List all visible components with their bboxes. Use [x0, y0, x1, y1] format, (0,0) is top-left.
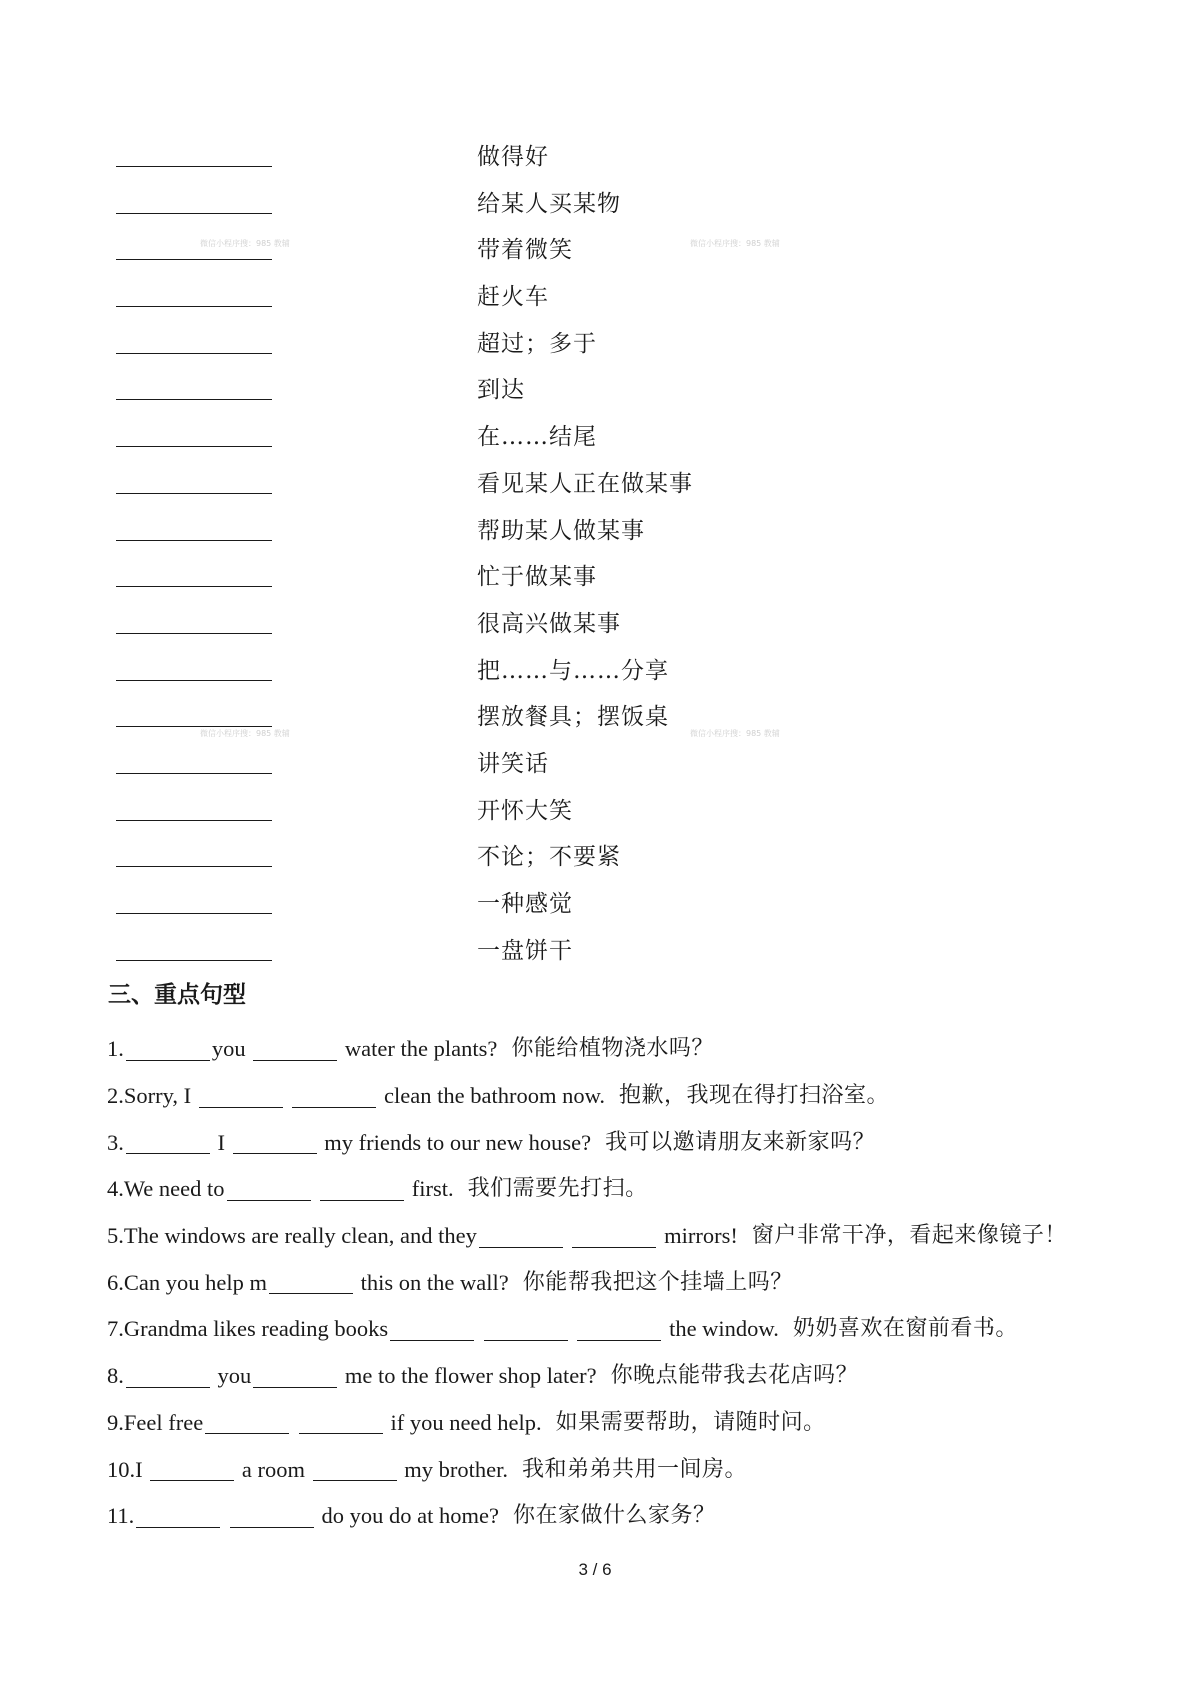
sentence-row: [107, 1400, 1147, 1447]
phrase-meaning: 在……结尾: [477, 424, 597, 451]
sentence-translation: 如果需要帮助，请随时问。: [555, 1409, 826, 1435]
sentence-text: [291, 1404, 297, 1442]
sentence-text: do you do at home?: [315, 1503, 500, 1529]
watermark: 微信小程序搜：985 教辅: [200, 729, 290, 738]
phrase-row: [0, 743, 1190, 790]
phrase-meaning: 开怀大笑: [477, 797, 573, 824]
phrase-meaning: 到达: [477, 377, 525, 404]
sentence-text: 11.: [107, 1503, 135, 1529]
phrase-row: [0, 323, 1190, 370]
answer-blank[interactable]: [484, 1318, 568, 1341]
phrase-row: [0, 136, 1190, 183]
sentence-translation: 你能给植物浇水吗？: [511, 1036, 714, 1062]
sentence-text: [313, 1170, 319, 1208]
answer-blank[interactable]: [230, 1505, 314, 1528]
sentence-row: [107, 1353, 1147, 1400]
answer-blank[interactable]: [116, 399, 272, 400]
answer-blank[interactable]: [116, 306, 272, 307]
answer-blank[interactable]: [116, 680, 272, 681]
sentence-translation: 你在家做什么家务？: [513, 1503, 716, 1529]
answer-blank[interactable]: [116, 259, 272, 260]
phrase-row: [0, 183, 1190, 230]
sentence-text: water the plants?: [339, 1036, 498, 1062]
phrase-row: [0, 229, 1190, 276]
answer-blank[interactable]: [199, 1085, 283, 1108]
answer-blank[interactable]: [313, 1458, 397, 1481]
sentence-text: [285, 1077, 291, 1115]
phrase-row: [0, 510, 1190, 557]
sentence-translation: 你晚点能带我去花店吗？: [610, 1363, 859, 1389]
sentence-text: 3.: [107, 1129, 124, 1155]
sentence-translation: 我们需要先打扫。: [467, 1176, 648, 1202]
sentence-text: my friends to our new house?: [318, 1129, 592, 1155]
answer-blank[interactable]: [116, 540, 272, 541]
answer-blank[interactable]: [479, 1225, 563, 1248]
answer-blank[interactable]: [116, 866, 272, 867]
phrase-row: [0, 556, 1190, 603]
answer-blank[interactable]: [233, 1131, 317, 1154]
sentence-text: a room: [236, 1456, 311, 1482]
answer-blank[interactable]: [116, 353, 272, 354]
answer-blank[interactable]: [126, 1365, 210, 1388]
sentence-list: [107, 1026, 1147, 1540]
answer-blank[interactable]: [116, 820, 272, 821]
phrase-meaning: 帮助某人做某事: [477, 517, 645, 544]
answer-blank[interactable]: [390, 1318, 474, 1341]
page-number: 3 / 6: [578, 1560, 612, 1579]
phrase-row: [0, 930, 1190, 977]
sentence-text: if you need help.: [384, 1409, 542, 1435]
sentence-text: 9.Feel free: [107, 1409, 204, 1435]
answer-blank[interactable]: [116, 493, 272, 494]
answer-blank[interactable]: [126, 1131, 210, 1154]
sentence-row: [107, 1166, 1147, 1213]
answer-blank[interactable]: [116, 633, 272, 634]
watermark: 微信小程序搜：985 教辅: [200, 239, 290, 248]
answer-blank[interactable]: [227, 1178, 311, 1201]
phrase-row: [0, 883, 1190, 930]
answer-blank[interactable]: [116, 960, 272, 961]
answer-blank[interactable]: [269, 1271, 353, 1294]
sentence-row: [107, 1493, 1147, 1540]
answer-blank[interactable]: [116, 213, 272, 214]
phrase-row: [0, 650, 1190, 697]
sentence-text: clean the bathroom now.: [378, 1083, 605, 1109]
answer-blank[interactable]: [577, 1318, 661, 1341]
answer-blank[interactable]: [116, 913, 272, 914]
sentence-translation: 我可以邀请朋友来新家吗？: [605, 1129, 876, 1155]
sentence-text: my brother.: [398, 1456, 508, 1482]
sentence-text: [476, 1310, 482, 1348]
sentence-row: [107, 1259, 1147, 1306]
phrase-row: [0, 416, 1190, 463]
sentence-text: 5.The windows are really clean, and they: [107, 1223, 477, 1249]
phrase-meaning: 超过；多于: [477, 330, 597, 357]
phrase-meaning: 赶火车: [477, 284, 549, 311]
sentence-text: mirrors!: [658, 1223, 738, 1249]
sentence-row: [107, 1119, 1147, 1166]
sentence-text: 6.Can you help m: [107, 1269, 267, 1295]
sentence-translation: 抱歉，我现在得打扫浴室。: [619, 1083, 890, 1109]
answer-blank[interactable]: [205, 1411, 289, 1434]
sentence-text: 1.: [107, 1036, 124, 1062]
phrase-meaning: 做得好: [477, 144, 549, 170]
phrase-meaning: 一种感觉: [477, 891, 573, 917]
phrase-meaning: 看见某人正在做某事: [477, 470, 693, 497]
sentence-text: me to the flower shop later?: [339, 1363, 597, 1389]
sentence-translation: 窗户非常干净，看起来像镜子！: [751, 1223, 1067, 1249]
phrase-meaning: 讲笑话: [477, 750, 549, 777]
sentence-text: 7.Grandma likes reading books: [107, 1316, 389, 1342]
watermark: 微信小程序搜：985 教辅: [690, 729, 780, 738]
sentence-row: [107, 1306, 1147, 1353]
phrase-row: [0, 276, 1190, 323]
phrase-meaning: 带着微笑: [477, 237, 573, 264]
sentence-text: 2.Sorry, I: [107, 1083, 197, 1109]
sentence-translation: 你能帮我把这个挂墙上吗？: [522, 1269, 793, 1295]
phrase-meaning: 忙于做某事: [477, 564, 597, 591]
answer-blank[interactable]: [126, 1038, 210, 1061]
answer-blank[interactable]: [116, 773, 272, 774]
phrase-meaning: 摆放餐具；摆饭桌: [477, 704, 669, 731]
sentence-text: [565, 1217, 571, 1255]
sentence-text: first.: [406, 1176, 454, 1202]
phrase-meaning: 给某人买某物: [477, 190, 621, 217]
sentence-text: I: [211, 1129, 231, 1155]
phrase-list: [0, 136, 1190, 976]
sentence-text: this on the wall?: [354, 1269, 509, 1295]
sentence-text: you: [211, 1036, 252, 1062]
answer-blank[interactable]: [116, 586, 272, 587]
phrase-meaning: 很高兴做某事: [477, 610, 621, 637]
answer-blank[interactable]: [292, 1085, 376, 1108]
answer-blank[interactable]: [299, 1411, 383, 1434]
sentence-row: [107, 1073, 1147, 1120]
phrase-row: [0, 369, 1190, 416]
phrase-meaning: 把……与……分享: [477, 657, 669, 684]
answer-blank[interactable]: [150, 1458, 234, 1481]
answer-blank[interactable]: [136, 1505, 220, 1528]
phrase-row: [0, 603, 1190, 650]
sentence-text: [570, 1310, 576, 1348]
phrase-row: [0, 836, 1190, 883]
phrase-row: [0, 696, 1190, 743]
sentence-row: [107, 1213, 1147, 1260]
answer-blank[interactable]: [116, 446, 272, 447]
sentence-row: [107, 1446, 1147, 1493]
section-heading: 三、重点句型: [108, 982, 246, 1008]
sentence-row: [107, 1026, 1147, 1073]
sentence-text: you: [211, 1363, 252, 1389]
sentence-text: 10.I: [107, 1456, 149, 1482]
answer-blank[interactable]: [320, 1178, 404, 1201]
watermark: 微信小程序搜：985 教辅: [690, 239, 780, 248]
phrase-row: [0, 463, 1190, 510]
phrase-row: [0, 790, 1190, 837]
phrase-meaning: 不论；不要紧: [477, 844, 621, 871]
sentence-text: the window.: [663, 1316, 779, 1342]
sentence-translation: 奶奶喜欢在窗前看书。: [792, 1316, 1018, 1342]
answer-blank[interactable]: [572, 1225, 656, 1248]
answer-blank[interactable]: [116, 166, 272, 167]
sentence-text: 4.We need to: [107, 1176, 225, 1202]
answer-blank[interactable]: [253, 1365, 337, 1388]
answer-blank[interactable]: [253, 1038, 337, 1061]
sentence-translation: 我和弟弟共用一间房。: [521, 1456, 747, 1482]
sentence-text: [222, 1497, 228, 1535]
phrase-meaning: 一盘饼干: [477, 937, 573, 964]
sentence-text: 8.: [107, 1363, 124, 1389]
